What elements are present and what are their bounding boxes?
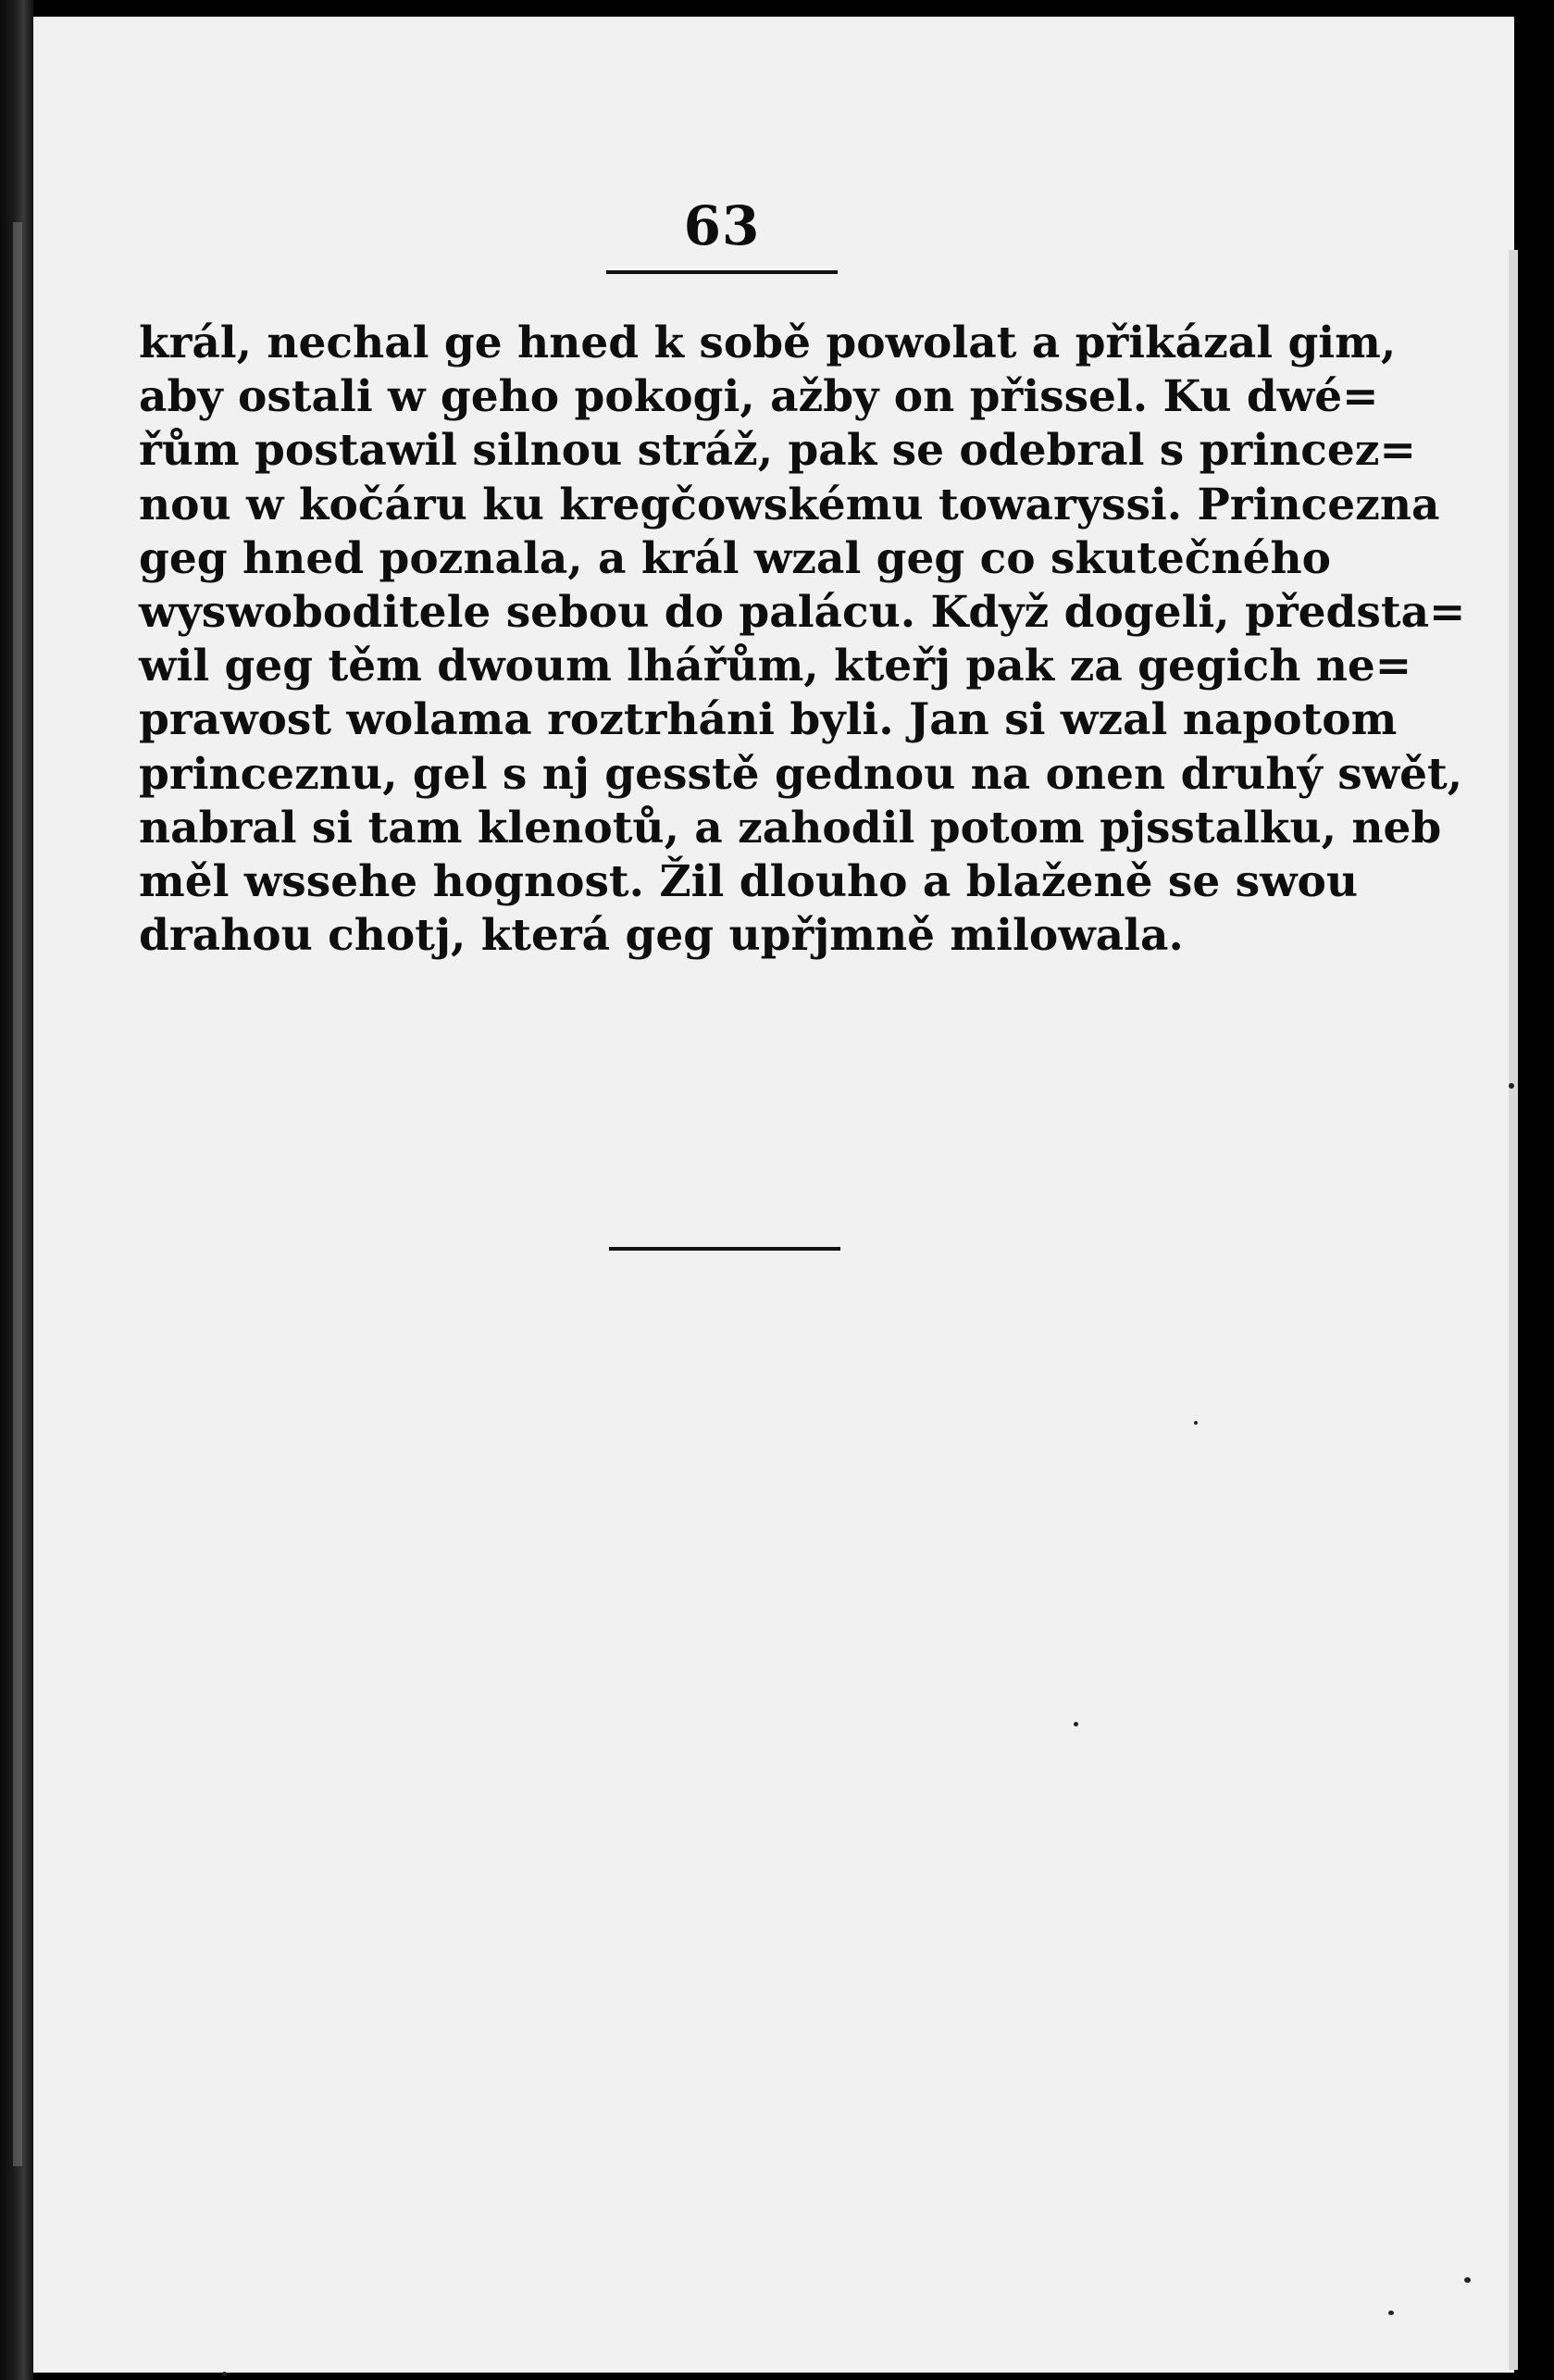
text-line: král, nechal ge hned k sobě powolat a přikázal gim, bbox=[139, 318, 1397, 368]
text-line: aby ostali w geho pokogi, ažby on přissel. Ku dwé= bbox=[139, 371, 1379, 423]
text-line: řům postawil silnou stráž, pak se odebral s princez= bbox=[139, 425, 1416, 477]
right-page-edge bbox=[1514, 0, 1554, 2380]
binding-strip bbox=[13, 222, 22, 2166]
text-line: nabral si tam klenotů, a zahodil potom pjsstalku, neb bbox=[139, 802, 1442, 854]
text-line: princeznu, gel s nj gesstě gednou na onen druhý swět, bbox=[139, 748, 1463, 800]
paper-speck bbox=[1388, 2311, 1394, 2315]
text-line: nou w kočáru ku kregčowskému towaryssi. Princezna bbox=[139, 479, 1440, 530]
paper-speck bbox=[222, 2372, 227, 2376]
header-rule bbox=[606, 270, 838, 274]
paper-speck bbox=[1464, 2277, 1471, 2283]
text-line: wyswoboditele sebou do palácu. Když dogeli, předsta= bbox=[139, 586, 1466, 638]
page-body-text bbox=[139, 317, 1466, 963]
paper-speck bbox=[1074, 1722, 1078, 1726]
paper-speck bbox=[1509, 1083, 1514, 1089]
end-rule bbox=[609, 1247, 840, 1251]
paper-speck bbox=[1194, 1421, 1198, 1425]
right-page-edge-strip bbox=[1509, 250, 1518, 2370]
text-line: geg hned poznala, a král wzal geg co skutečného bbox=[139, 532, 1332, 584]
text-line: měl wssehe hognost. Žil dlouho a blaženě se swou bbox=[139, 855, 1359, 907]
text-line: prawost wolama roztrháni byli. Jan si wzal napotom bbox=[139, 694, 1398, 746]
text-line: drahou chotj, která geg upřjmně milowala. bbox=[139, 910, 1184, 962]
page-number: 63 bbox=[683, 194, 761, 257]
text-line: wil geg těm dwoum lhářům, kteřj pak za gegich ne= bbox=[139, 641, 1412, 692]
